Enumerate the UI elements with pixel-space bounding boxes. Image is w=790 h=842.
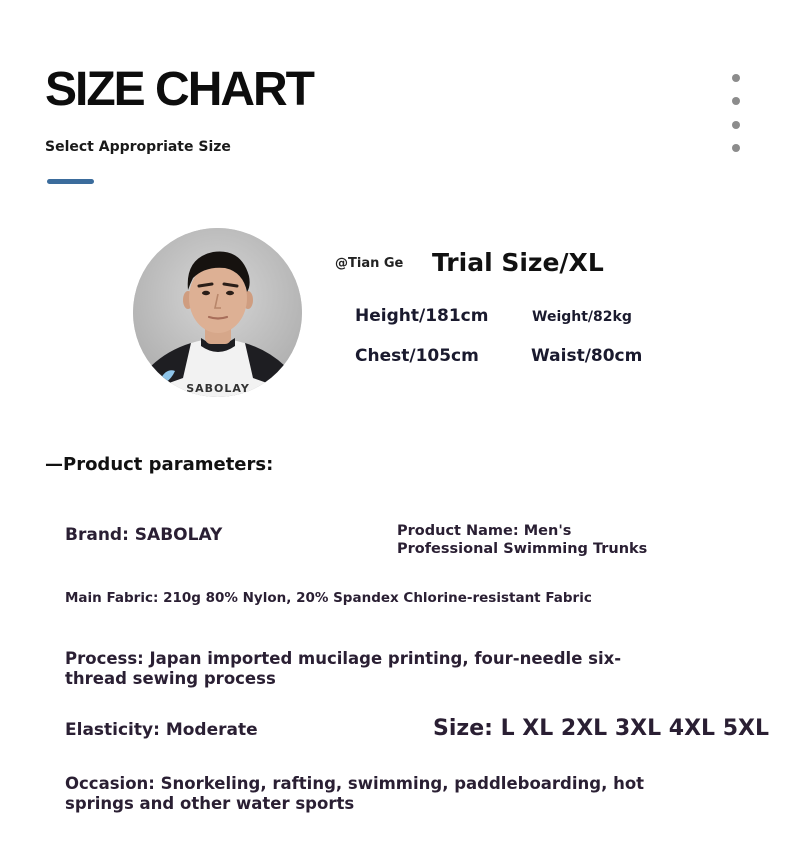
model-height: Height/181cm [355,306,489,326]
menu-dot [732,97,740,105]
param-process: Process: Japan imported mucilage printing, four-needle six-thread sewing process [65,649,622,688]
model-photo [133,228,302,397]
param-sizes: Size: L XL 2XL 3XL 4XL 5XL [433,716,770,741]
menu-dot [732,74,740,82]
product-parameters-heading: —Product parameters: [45,454,274,475]
param-main-fabric: Main Fabric: 210g 80% Nylon, 20% Spandex Chlorine-resistant Fabric [65,590,592,606]
model-chest: Chest/105cm [355,346,479,366]
param-occasion: Occasion: Snorkeling, rafting, swimming, paddleboarding, hot springs and other water sports [65,774,645,813]
model-weight: Weight/82kg [532,309,632,325]
menu-dot [732,144,740,152]
accent-divider [47,179,94,184]
shirt-print-text: SABOLAY [186,382,250,395]
page-title: SIZE CHART [45,63,313,116]
param-elasticity: Elasticity: Moderate [65,720,258,740]
more-vertical-icon[interactable] [732,74,742,154]
model-avatar [133,228,302,397]
trial-size: Trial Size/XL [432,248,604,277]
model-waist: Waist/80cm [531,346,643,366]
model-handle: @Tian Ge [335,256,404,271]
menu-dot [732,121,740,129]
param-brand: Brand: SABOLAY [65,525,223,545]
param-product-name: Product Name: Men's Professional Swimming Trunks [397,523,648,557]
page-subtitle: Select Appropriate Size [45,139,231,155]
